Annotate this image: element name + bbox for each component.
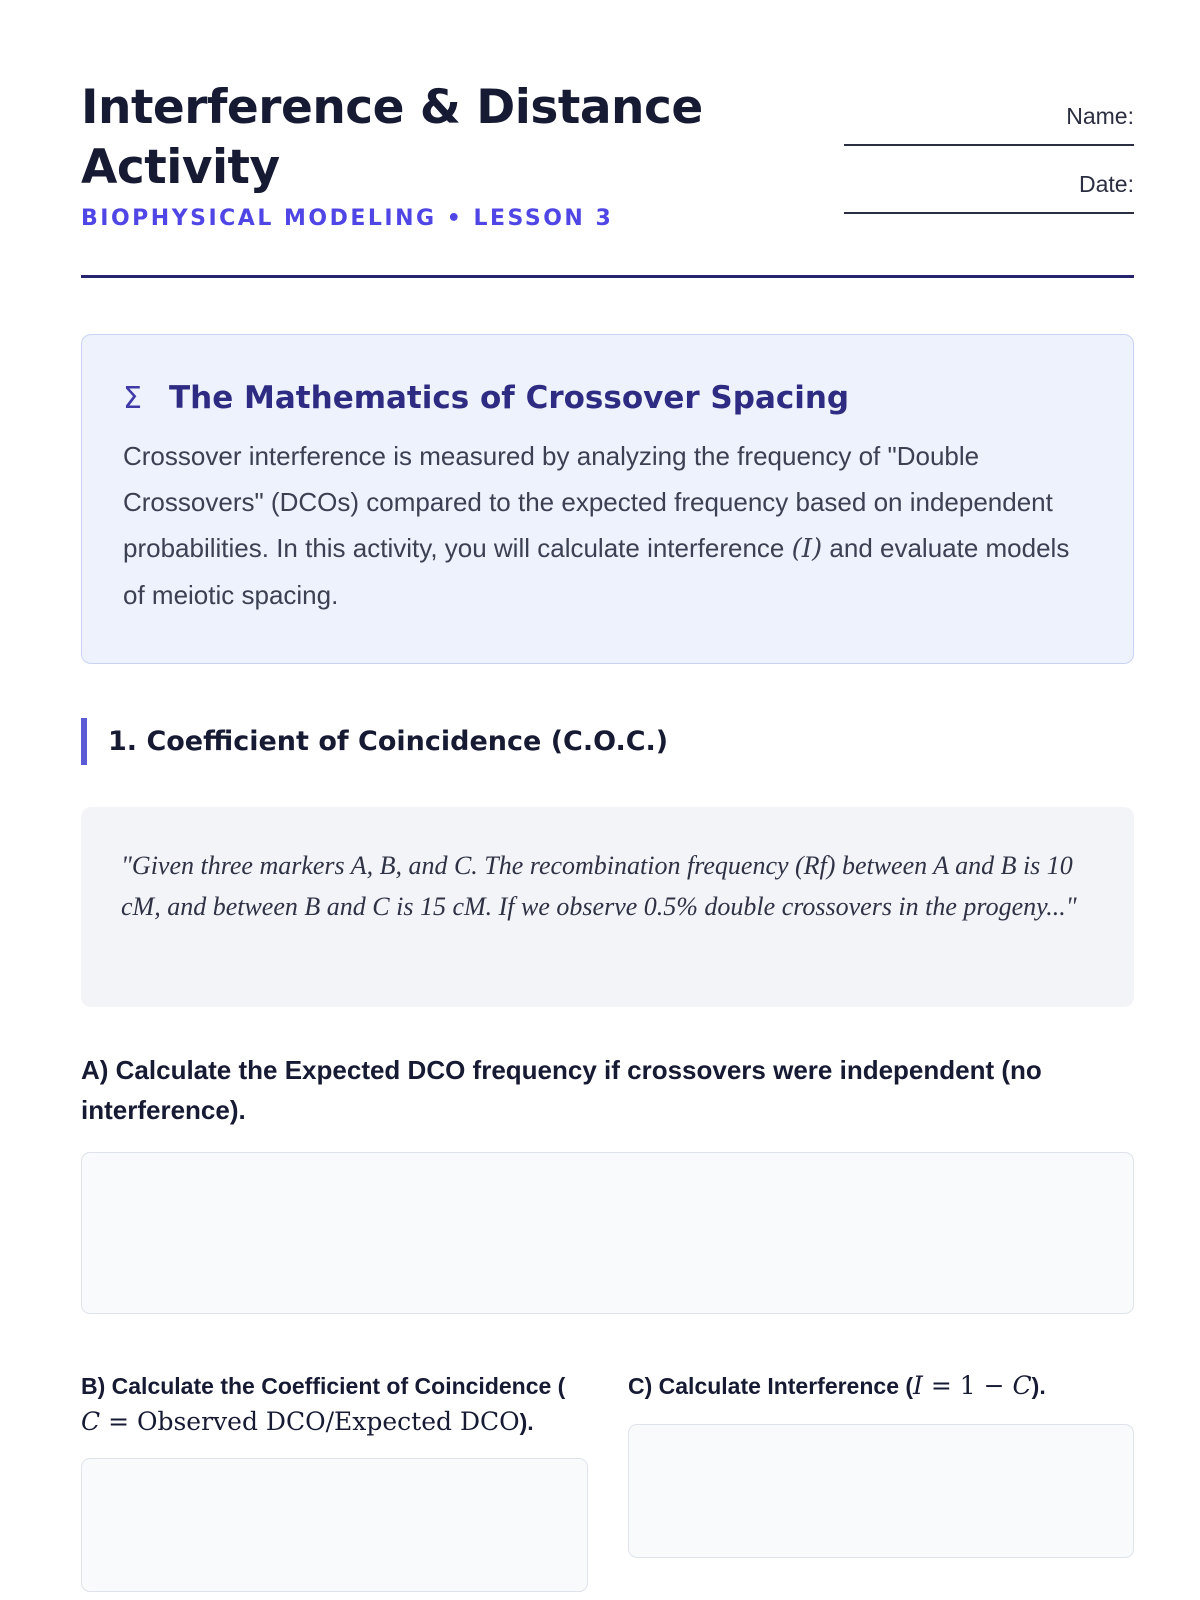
section-accent-bar bbox=[81, 718, 87, 765]
question-b-var: C bbox=[81, 1407, 101, 1436]
answer-box-a[interactable] bbox=[81, 1152, 1134, 1314]
intro-title: The Mathematics of Crossover Spacing bbox=[169, 380, 850, 416]
lesson-subtitle: BIOPHYSICAL MODELING • LESSON 3 bbox=[81, 206, 614, 231]
page-title: Interference & Distance Activity bbox=[81, 80, 703, 195]
date-field[interactable] bbox=[844, 212, 1134, 214]
question-c-var: I bbox=[913, 1371, 923, 1400]
intro-text-start: Crossover interference is measured by analyzing the frequency of "Double Crossovers" (DCOs) compared to the expected frequency based on independent probabilities. In this activity, you will calculate interference bbox=[123, 441, 1053, 563]
date-row bbox=[834, 170, 1134, 238]
question-c bbox=[628, 1368, 1134, 1404]
question-b-formula: = Observed DCO/Expected DCO bbox=[100, 1407, 520, 1436]
name-field[interactable] bbox=[844, 144, 1134, 146]
intro-text-end: and evaluate models of meiotic spacing. bbox=[123, 533, 1070, 610]
sigma-icon: Σ bbox=[123, 380, 142, 416]
section-1-heading bbox=[81, 718, 668, 765]
student-info bbox=[834, 102, 1134, 238]
question-b-end: ). bbox=[519, 1409, 534, 1435]
answer-box-c[interactable] bbox=[628, 1424, 1134, 1558]
section-1-title: 1. Coefficient of Coincidence (C.O.C.) bbox=[108, 726, 669, 757]
name-row bbox=[834, 102, 1134, 170]
worksheet-header bbox=[81, 78, 1134, 278]
intro-text bbox=[123, 433, 1093, 618]
question-b-text: B) Calculate the Coefficient of Coincidence ( bbox=[81, 1373, 566, 1399]
question-c-formula: = 1 − bbox=[922, 1371, 1013, 1400]
question-a: A) Calculate the Expected DCO frequency if crossovers were independent (no interference). bbox=[81, 1055, 1042, 1125]
question-c-var2: C bbox=[1012, 1371, 1032, 1400]
question-b bbox=[81, 1368, 591, 1440]
name-label: Name: bbox=[1066, 103, 1134, 129]
intro-card bbox=[81, 334, 1134, 664]
question-c-end: ). bbox=[1031, 1373, 1046, 1399]
interference-symbol: (I) bbox=[791, 534, 823, 564]
answer-box-b[interactable] bbox=[81, 1458, 588, 1592]
intro-heading bbox=[123, 375, 1093, 421]
question-c-text: C) Calculate Interference ( bbox=[628, 1373, 914, 1399]
problem-quote: "Given three markers A, B, and C. The recombination frequency (Rf) between A and B is 10 cM, and between B and C is 15 cM. If we observe 0.5% double crossovers in the progeny..." bbox=[81, 807, 1134, 1007]
date-label: Date: bbox=[1079, 171, 1134, 197]
